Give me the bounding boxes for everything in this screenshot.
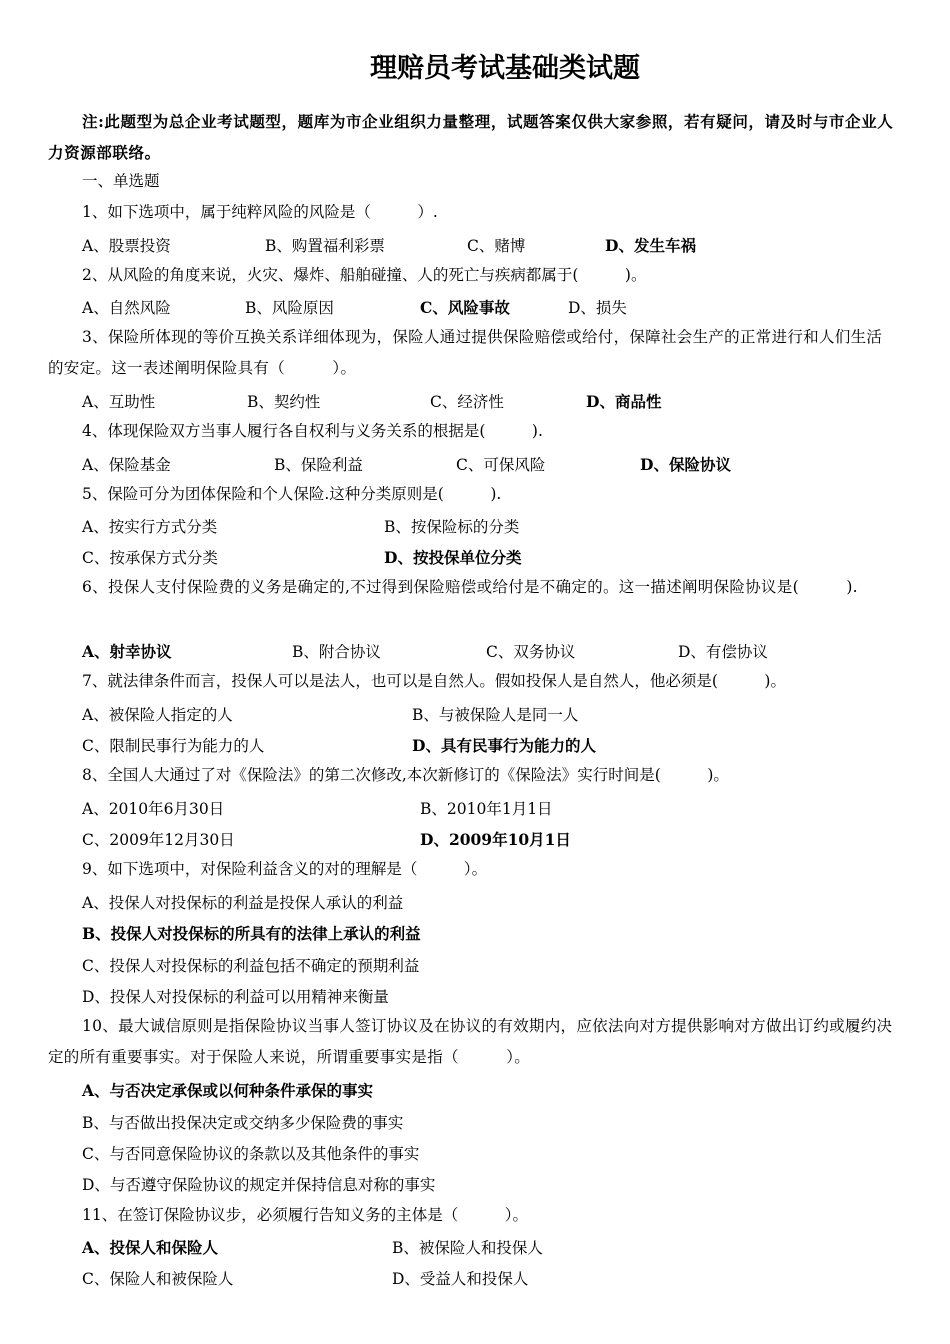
question-2: 2、从风险的角度来说，火灾、爆炸、船舶碰撞、人的死亡与疾病都属于( )。: [82, 266, 647, 284]
question-9: 9、如下选项中，对保险利益含义的对的理解是（ ）。: [82, 860, 488, 878]
q2-option-c: C、风险事故: [420, 298, 510, 317]
q4-option-b: B、保险利益: [274, 456, 363, 474]
q11-option-b: B、被保险人和投保人: [392, 1239, 543, 1257]
q7-option-d: D、具有民事行为能力的人: [412, 736, 596, 755]
q3-option-a: A、互助性: [82, 393, 156, 411]
question-1: 1、如下选项中，属于纯粹风险的风险是（ ）.: [82, 203, 438, 221]
section-heading: 一、单选题: [82, 172, 160, 190]
q11-option-c: C、保险人和被保险人: [82, 1270, 234, 1288]
q2-option-a: A、自然风险: [82, 299, 171, 317]
q4-option-c: C、可保风险: [456, 456, 546, 474]
q8-option-d: D、2009年10月1日: [420, 830, 571, 849]
q6-option-c: C、双务协议: [486, 643, 576, 661]
q4-option-d: D、保险协议: [640, 455, 731, 474]
q10-option-d: D、与否遵守保险协议的规定并保持信息对称的事实: [82, 1176, 436, 1194]
q6-option-b: B、附合协议: [292, 643, 381, 661]
question-8: 8、全国人大通过了对《保险法》的第二次修改,本次新修订的《保险法》实行时间是( )。: [82, 766, 729, 784]
q4-option-a: A、保险基金: [82, 456, 171, 474]
q7-option-b: B、与被保险人是同一人: [412, 706, 579, 724]
question-10: 10、最大诚信原则是指保险协议当事人签订协议及在协议的有效期内，应依法向对方提供影响对方做出订约或履约决定的所有重要事实。对于保险人来说，所谓重要事实是指（ ）。: [48, 1017, 893, 1066]
q5-option-d: D、按投保单位分类: [384, 548, 522, 567]
document-title: 理赔员考试基础类试题: [370, 53, 640, 84]
q3-option-c: C、经济性: [430, 393, 504, 411]
q9-option-d: D、投保人对投保标的利益可以用精神来衡量: [82, 988, 389, 1006]
q5-option-b: B、按保险标的分类: [384, 518, 520, 536]
question-6: 6、投保人支付保险费的义务是确定的,不过得到保险赔偿或给付是不确定的。这一描述阐明保险协议是( ).: [82, 578, 858, 596]
q7-option-c: C、限制民事行为能力的人: [82, 737, 265, 755]
q1-option-d: D、发生车祸: [605, 236, 696, 255]
q5-option-c: C、按承保方式分类: [82, 549, 218, 567]
q9-option-c: C、投保人对投保标的利益包括不确定的预期利益: [82, 957, 420, 975]
q3-option-b: B、契约性: [247, 393, 321, 411]
q7-option-a: A、被保险人指定的人: [82, 706, 233, 724]
q8-option-a: A、2010年6月30日: [82, 800, 225, 818]
q2-option-b: B、风险原因: [245, 299, 334, 317]
q10-option-b: B、与否做出投保决定或交纳多少保险费的事实: [82, 1114, 404, 1132]
q8-option-c: C、2009年12月30日: [82, 831, 235, 849]
question-4: 4、体现保险双方当事人履行各自权利与义务关系的根据是( ).: [82, 422, 543, 440]
q1-option-a: A、股票投资: [82, 237, 171, 255]
q2-option-d: D、损失: [568, 299, 627, 317]
q5-option-a: A、按实行方式分类: [82, 518, 218, 536]
notice-paragraph: 注:此题型为总企业考试题型，题库为市企业组织力量整理，试题答案仅供大家参照，若有疑问，请及时与市企业人力资源部联络。: [48, 112, 894, 162]
q6-option-d: D、有偿协议: [678, 643, 768, 661]
q10-option-c: C、与否同意保险协议的条款以及其他条件的事实: [82, 1145, 420, 1163]
question-7: 7、就法律条件而言，投保人可以是法人，也可以是自然人。假如投保人是自然人，他必须是( )。: [82, 672, 786, 690]
q3-option-d: D、商品性: [586, 392, 662, 411]
q6-option-a: A、射幸协议: [82, 642, 172, 661]
q1-option-b: B、购置福利彩票: [265, 237, 385, 255]
q9-option-b: B、投保人对投保标的所具有的法律上承认的利益: [82, 924, 421, 943]
question-5: 5、保险可分为团体保险和个人保险.这种分类原则是( ).: [82, 485, 502, 503]
q9-option-a: A、投保人对投保标的利益是投保人承认的利益: [82, 894, 404, 912]
q10-option-a: A、与否决定承保或以何种条件承保的事实: [82, 1081, 374, 1100]
question-11: 11、在签订保险协议步，必须履行告知义务的主体是（ ）。: [82, 1206, 528, 1224]
q11-option-d: D、受益人和投保人: [392, 1270, 529, 1288]
q8-option-b: B、2010年1月1日: [420, 800, 553, 818]
q11-option-a: A、投保人和保险人: [82, 1238, 219, 1257]
question-3: 3、保险所体现的等价互换关系详细体现为，保险人通过提供保险赔偿或给付，保障社会生产的正常进行和人们生活的安定。这一表述阐明保险具有（ ）。: [48, 328, 883, 377]
q1-option-c: C、赌博: [467, 237, 526, 255]
